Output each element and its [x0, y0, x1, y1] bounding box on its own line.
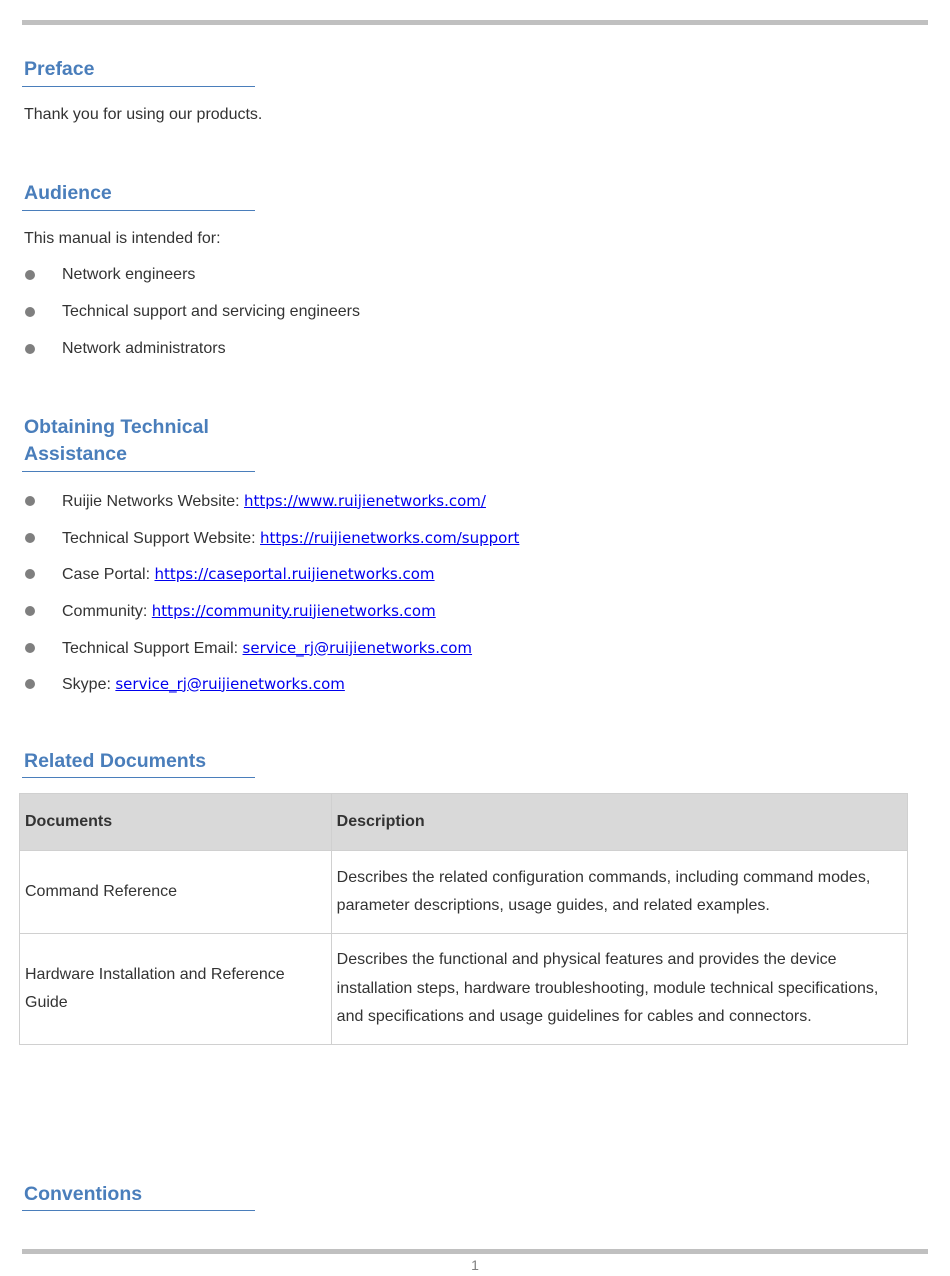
assistance-item-label: Community:: [62, 602, 152, 620]
assistance-heading-line1: Obtaining Technical: [24, 416, 209, 438]
document-description-cell: Describes the functional and physical features and provides the device installation steps, hardware troubleshooting, module technical specifications, and specifications and usage guidelines for cables and connectors.: [331, 934, 907, 1045]
assistance-item-support-website: [24, 527, 519, 549]
audience-item-text: Network administrators: [62, 340, 226, 357]
bottom-rule: [22, 1249, 928, 1254]
assistance-item-website: [24, 490, 486, 512]
related-documents-table: [19, 793, 908, 1045]
table-row: [20, 851, 908, 934]
preface-heading-underline: [22, 86, 255, 87]
assistance-heading-underline: [22, 471, 255, 472]
audience-item-text: Technical support and servicing engineers: [62, 303, 360, 320]
audience-heading-underline: [22, 210, 255, 211]
assistance-heading: [24, 414, 209, 468]
audience-heading: Audience: [24, 182, 112, 204]
audience-item: [24, 264, 195, 286]
assistance-heading-line2: Assistance: [24, 443, 127, 465]
case-portal-link[interactable]: https://caseportal.ruijienetworks.com: [154, 564, 435, 583]
audience-item: [24, 338, 226, 360]
website-link[interactable]: https://www.ruijienetworks.com/: [243, 491, 486, 510]
support-website-link[interactable]: https://ruijienetworks.com/support: [260, 528, 520, 547]
assistance-item-label: Skype:: [62, 675, 116, 693]
document-name-cell: Command Reference: [20, 851, 332, 934]
bullet-icon: [25, 533, 35, 543]
document-description-cell: Describes the related configuration commands, including command modes, parameter descriptions, usage guides, and related examples.: [331, 851, 907, 934]
column-header-description: Description: [331, 794, 907, 851]
bullet-icon: [25, 569, 35, 579]
audience-item: [24, 301, 360, 323]
page-number: 1: [471, 1257, 479, 1273]
conventions-heading-underline: [22, 1210, 255, 1211]
bullet-icon: [25, 344, 35, 354]
preface-heading: Preface: [24, 58, 95, 80]
audience-item-text: Network engineers: [62, 266, 196, 283]
top-rule: [22, 20, 928, 25]
support-email-link[interactable]: service_rj@ruijienetworks.com: [242, 638, 473, 657]
preface-text: Thank you for using our products.: [24, 106, 263, 123]
assistance-item-case-portal: [24, 563, 435, 585]
bullet-icon: [25, 606, 35, 616]
table-header-row: [20, 794, 908, 851]
audience-intro: This manual is intended for:: [24, 230, 221, 247]
assistance-item-skype: [24, 673, 345, 695]
skype-link[interactable]: service_rj@ruijienetworks.com: [115, 674, 345, 693]
document-name-cell: Hardware Installation and Reference Guide: [20, 934, 332, 1045]
bullet-icon: [25, 307, 35, 317]
assistance-item-label: Technical Support Website:: [62, 529, 261, 547]
bullet-icon: [25, 496, 35, 506]
column-header-documents: Documents: [20, 794, 332, 851]
related-documents-heading-underline: [22, 777, 255, 778]
table-row: [20, 934, 908, 1045]
conventions-heading: Conventions: [24, 1183, 143, 1205]
bullet-icon: [25, 679, 35, 689]
assistance-item-email: [24, 637, 472, 659]
bullet-icon: [25, 270, 35, 280]
bullet-icon: [25, 643, 35, 653]
assistance-item-community: [24, 600, 436, 622]
assistance-item-label: Ruijie Networks Website:: [62, 492, 244, 510]
assistance-item-label: Technical Support Email:: [62, 639, 243, 657]
assistance-item-label: Case Portal:: [62, 565, 155, 583]
related-documents-heading: Related Documents: [24, 750, 207, 772]
community-link[interactable]: https://community.ruijienetworks.com: [151, 601, 436, 620]
